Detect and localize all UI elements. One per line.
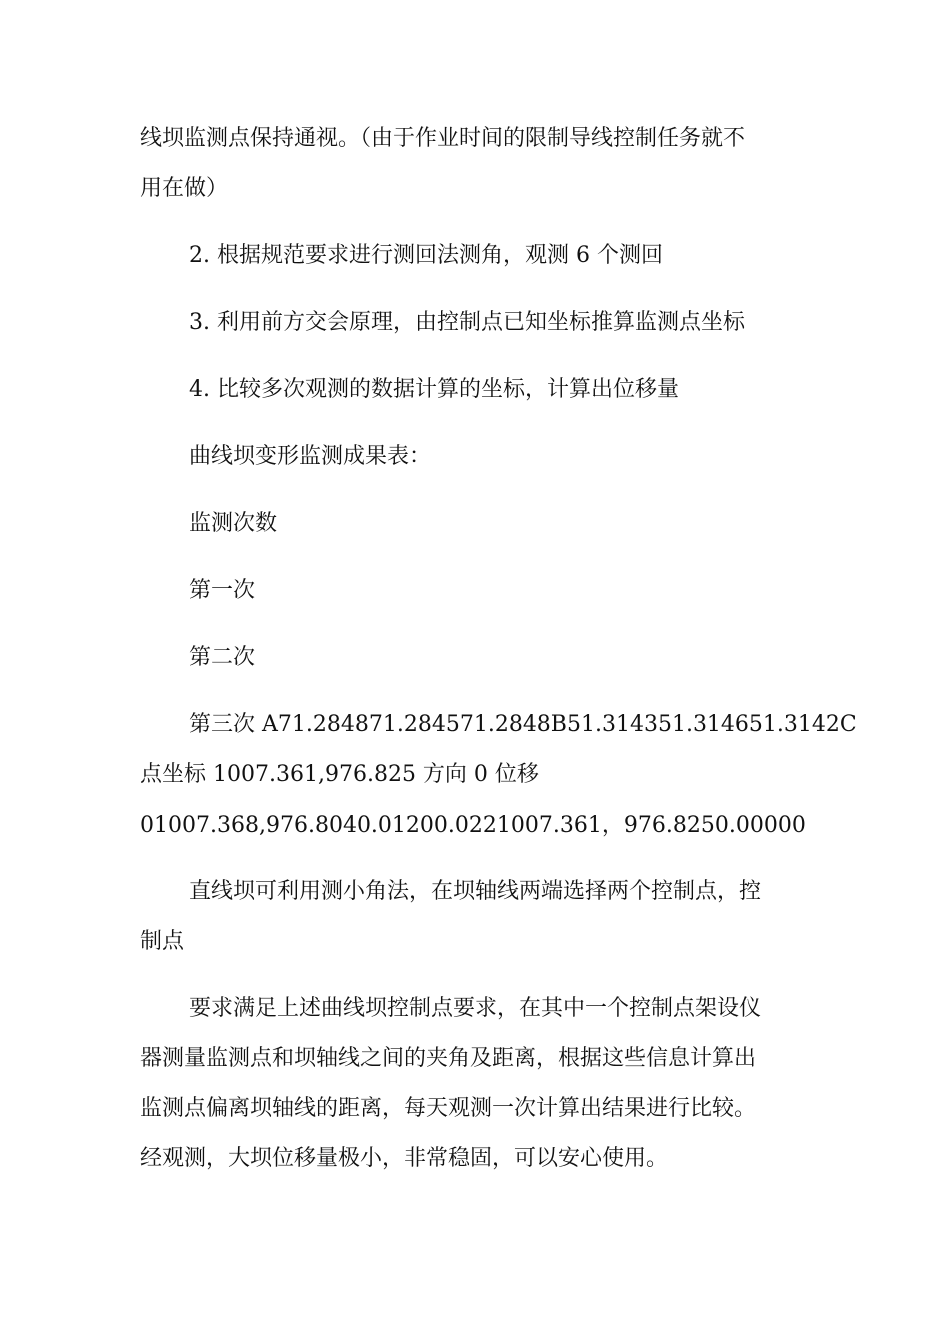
- table-row-third-cont: 点坐标 1007.361,976.825 方向 0 位移: [140, 762, 539, 787]
- table-column-header: 监测次数: [189, 511, 278, 536]
- table-title: 曲线坝变形监测成果表：: [189, 444, 432, 469]
- paragraph-line: 监测点偏离坝轴线的距离，每天观测一次计算出结果进行比较。: [140, 1096, 757, 1121]
- paragraph-line: 经观测，大坝位移量极小，非常稳固，可以安心使用。: [140, 1146, 669, 1171]
- table-row-second: 第二次: [189, 645, 256, 670]
- list-item-4: 4. 比较多次观测的数据计算的坐标，计算出位移量: [189, 377, 679, 402]
- paragraph-line: 要求满足上述曲线坝控制点要求，在其中一个控制点架设仪: [189, 996, 762, 1021]
- paragraph-line: 线坝监测点保持通视。（由于作业时间的限制导线控制任务就不: [140, 126, 746, 151]
- paragraph-line: 制点: [140, 929, 185, 954]
- list-item-3: 3. 利用前方交会原理，由控制点已知坐标推算监测点坐标: [189, 310, 745, 335]
- table-row-first: 第一次: [189, 578, 256, 603]
- paragraph-line: 器测量监测点和坝轴线之间的夹角及距离，根据这些信息计算出: [140, 1046, 757, 1071]
- table-row-third: 第三次 A71.284871.284571.2848B51.314351.314651.3142C: [189, 712, 857, 737]
- paragraph-line: 用在做）: [140, 176, 229, 201]
- list-item-2: 2. 根据规范要求进行测回法测角，观测 6 个测回: [189, 243, 663, 268]
- table-row-third-cont: 01007.368,976.8040.01200.0221007.361，976.8250.00000: [140, 813, 806, 838]
- paragraph-line: 直线坝可利用测小角法，在坝轴线两端选择两个控制点，控: [189, 879, 762, 904]
